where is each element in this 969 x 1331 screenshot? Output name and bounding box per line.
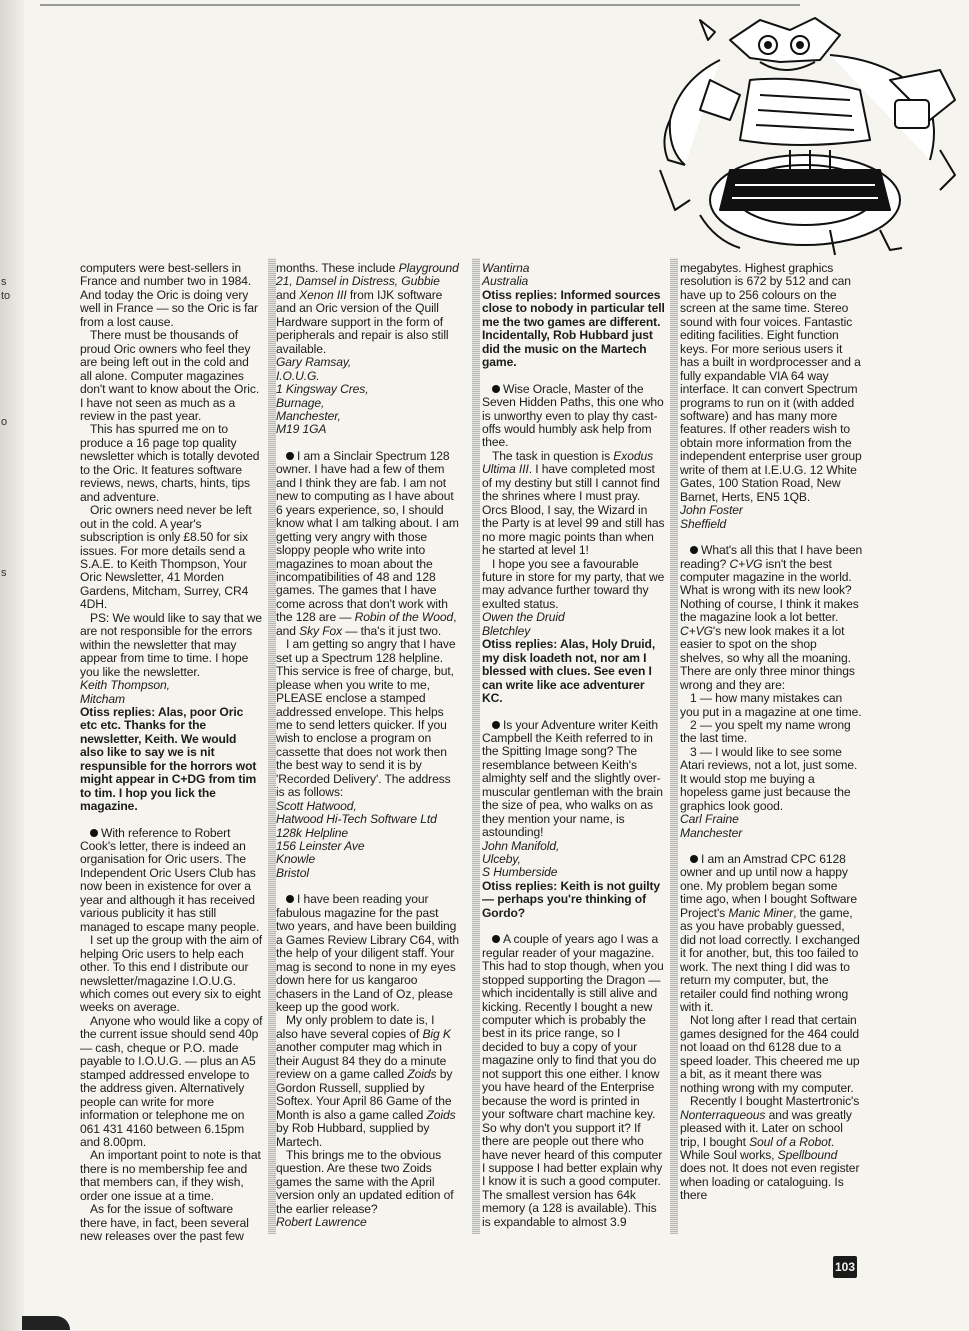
text-run: 's new look makes it a lot easier to spot on the shop shelves, so why all the moaning. There are only three minor things wrong and they are: [680,623,855,692]
text-run: Sheffield [680,516,727,531]
letter-start [680,853,863,1014]
text-run: Carl Fraine [680,812,739,827]
text-run: — tha's it just two. [342,623,442,638]
text-run: by Gordon Russell, supplied by Softex. Your April 86 Game of the Month is also a game called [276,1067,453,1122]
letter-paragraph [276,262,459,356]
text-run: Is your Adventure writer Keith Campbell the Keith referred to in the Spitting Image song? The resemblance between Keith's almighty self and the slightly over-muscular gentleman with the brain the size of pea, who walks on as they mention your name, is astounding! [482,717,663,840]
bullet-icon [286,452,294,460]
text-run: Recently I bought Mastertronic's [690,1094,860,1109]
letter-paragraph [276,638,459,799]
robot-illustration [640,0,969,265]
text-run: 2 — you spelt my name wrong the last time. [680,717,851,746]
letter-paragraph [482,558,665,612]
title-italic: Xenon III [299,287,347,302]
text-run: Otiss replies: Alas, Holy Druid, my disk loadeth not, nor am I blessed with clues. See even I can write like ace adventurer KC. [482,637,656,706]
letter-signature [680,827,863,840]
column-rule [472,258,480,1234]
letter-start [482,383,665,450]
letter-signature [680,813,863,826]
text-run: Knowle [276,852,316,867]
text-run: I am getting so angry that I have set up a Spectrum 128 helpline. This service is free of charge, but, please when you write to me, PLEASE enclose a stamped addressed envelope. This helps me to send letters quicker. If you wish to enclose a program on cassette that does not work then the best way to send it is by 'Recorded Delivery'. The address is as follows: [276,637,456,800]
text-run: PS: We would like to say that we are not responsible for the errors within the newsletter that may appear from time to time. I hope you like the newsletter. [80,610,263,679]
text-run: and was greatly pleased with it. Later on school trip, I bought [680,1107,852,1149]
text-run: I hope you see a favourable future in store for my party, that we may advance further toward thy exulted status. [482,556,665,611]
letter-signature [276,800,459,813]
letter-signature [482,853,665,866]
text-run: Manchester [680,825,743,840]
letter-signature [276,410,459,423]
text-run: John Foster [680,503,743,518]
title-italic: Sky Fox [299,623,343,638]
edge-fragment: to [1,290,11,302]
editor-reply [80,706,263,814]
text-run: 156 Leinster Ave [276,839,365,854]
title-italic: Zoids [426,1107,456,1122]
text-run: This brings me to the obvious question. Are these two Zoids games the same with the April version only an updated edition of the earlier release? [276,1148,454,1216]
text-run: Bristol [276,865,309,880]
letter-signature [482,275,665,288]
text-run: An important point to note is that there is no membership fee and that members can, if they wish, order one issue at a time. [80,1148,261,1203]
text-run: Hatwood Hi-Tech Software Ltd [276,812,437,827]
editor-reply [482,289,665,370]
bullet-icon [690,855,698,863]
text-column-1 [80,262,263,1244]
letter-start [276,893,459,1014]
text-run: Australia [482,274,529,289]
title-italic: Soul of a Robot [749,1134,831,1149]
letter-paragraph [482,450,665,558]
edge-fragment: s [1,276,7,288]
text-run: Mitcham [80,691,125,706]
letter-paragraph [680,1095,863,1203]
letter-start [276,450,459,638]
text-run: Owen the Druid [482,610,565,625]
title-italic: Exodus Ultima III [482,448,654,477]
text-run: . I have completed most of my destiny but still I cannot find the shrines where I must pray. Orcs Blood, I say, the Wizard in the Party is at level 99 and still has no more magic points than when he started at level 1! [482,462,665,558]
text-run: 1 — how many mistakes can you put in a magazine at one time. [680,691,862,719]
letter-signature [482,625,665,638]
bullet-icon [690,546,698,554]
editor-reply [482,638,665,705]
letter-signature [276,370,459,383]
text-run: 128k Helpline [276,825,348,840]
text-run: I am a Sinclair Spectrum 128 owner. I have had a few of them and I think they are fab. I am not new to computing as I have about 6 years experience, so, I should know what I am talking about. I am getting very angry with those sloppy people who write into magazines to moan about the incompatibilities of 48 and 128 games. The games that I have come across that don't work with the 128 are — [276,448,459,625]
title-italic: Nonterraqueous [680,1107,766,1122]
binding-gutter [0,0,24,1331]
letter-paragraph [80,423,263,504]
letter-paragraph [680,262,863,504]
letter-start [680,544,863,692]
text-run: and [276,287,300,302]
text-run: My only problem to date is, I also have several copies of [276,1013,435,1041]
text-column-4 [680,262,863,1203]
text-run: John Manifold, [482,838,560,853]
text-run: 1 Kingsway Cres, [276,382,369,397]
letter-signature [276,1216,459,1229]
letter-signature [276,423,459,436]
text-run: Ulceby, [482,852,521,867]
letter-start [482,719,665,840]
text-run: by Rob Hubbard, supplied by Martech. [276,1121,430,1149]
text-run: from IJK software and an Oric version of the Quill Hardware support in the form of peripherals and repair is also still available. [276,287,449,356]
text-run: another computer mag which in their August 84 they do a minute review on a game called [276,1040,447,1082]
letter-signature [80,693,263,706]
text-run: Burnage, [276,395,325,410]
text-run: computers were best-sellers in France and number two in 1984. And today the Oric is doing very well in France — so the Oric is far from a lost cause. [80,261,258,329]
text-run: I.O.U.G. [276,368,320,383]
text-column-2 [276,262,459,1230]
text-run: This has spurred me on to produce a 16 page top quality newsletter which is totally devoted to the Oric. It features software reviews, news, charts, hints, tips and adventure. [80,422,260,504]
letter-start [80,827,263,935]
letter-signature [80,679,263,692]
title-italic: Spellbound [777,1148,838,1162]
text-run: Wantirna [482,261,530,275]
editor-reply [482,880,665,920]
text-run: I set up the group with the aim of helping Oric users to help each other. To this end I distribute our newsletter/magazine I.O.U.G. which comes out every six to eight weeks on average. [80,933,263,1015]
title-italic: C+VG [680,623,713,638]
text-run: Bletchley [482,623,531,638]
letter-paragraph [680,746,863,813]
text-run: Otiss replies: Alas, poor Oric etc etc. Thanks for the newsletter, Keith. We would also like to say we is nit respunsible for the horrors wot might appear in C+DG from tim to tim. I hop you lick the magazine. [80,704,257,814]
text-run: A couple of years ago I was a regular reader of your magazine. This had to stop though, when you stopped supporting the Dragon — which incidentally is still alive and kicking. Recently I bought a new computer which is probably the best in its price range, so I decided to buy a copy of your magazine only to find that you do not support this one either. I know you have heard of the Enterprise because the word is printed in your software chart machine key. So why don't you support it? If there are people out there who have never heard of this computer I suppose I had better explain why I know it is such a good computer. The smallest version has 64k memory (a 128 is available). This is expandable to almost 3.9 [482,932,664,1229]
column-rule [670,258,678,1234]
letter-paragraph [80,612,263,679]
text-run: Scott Hatwood, [276,798,357,813]
letter-signature [482,866,665,879]
title-italic: Robin of the Wood [354,610,454,625]
text-run: The task in question is [492,448,614,463]
letter-paragraph [680,1014,863,1095]
letter-paragraph [276,1149,459,1216]
letter-paragraph [80,934,263,1015]
text-run: Otiss replies: Keith is not guilty — perhaps you're thinking of Gordo? [482,878,661,920]
letter-signature [276,813,459,826]
letter-signature [276,356,459,369]
letter-signature [482,611,665,624]
text-run: There must be thousands of proud Oric owners who feel they are being left out in the cold and all alone. Computer magazines don't want to know about the Oric. I have not seen as much as a review in the past year. [80,328,260,423]
title-italic: Big K [422,1026,451,1041]
text-run: . While Soul works, [680,1134,835,1162]
letter-paragraph [80,1149,263,1203]
letter-signature [276,853,459,866]
letter-signature [276,383,459,396]
letter-paragraph [276,1014,459,1149]
letter-paragraph [680,719,863,746]
text-run: does not. It does not even register when loading or cataloguing. Is there [680,1161,860,1203]
text-run: With reference to Robert Cook's letter, there is indeed an organisation for Oric users. The Independent Oric Users Club has now been in existence for over a year and although it has received various publicity it has still managed to escape many people. [80,825,260,934]
letter-paragraph [80,262,263,329]
text-run: months. These include [276,261,399,275]
letter-signature [276,867,459,880]
letter-signature [680,504,863,517]
edge-fragment: s [1,567,7,579]
text-run: megabytes. Highest graphics resolution is 672 by 512 and can have up to 256 colours on the screen at the same time. Stereo sound with four voices. Fantastic editing facilities. Eight function keys. For more serious users it has a built in wordprocesser and a fully expandable VIA 64 way interface. It can convert Spectrum programs to run on it (with added software) and has many more features. If other readers wish to obtain more information from the independent enterprise user group write of them at I.E.U.G. 12 White Gates, 100 Station Road, New Barnet, Herts, EN5 1QB. [680,261,862,504]
text-run: Oric owners need never be left out in the cold. A year's subscription is only £8.50 for six issues. For more details send a S.A.E. to Keith Thompson, Your Oric Newsletter, 41 Morden Gardens, Mitcham, Surrey, CR4 4DH. [80,503,252,612]
text-run: S Humberside [482,865,558,880]
letter-signature [680,518,863,531]
bullet-icon [286,895,294,903]
text-run: Gary Ramsay, [276,355,352,370]
letter-paragraph [80,329,263,423]
letter-paragraph [80,1015,263,1150]
text-run: Otiss replies: Informed sources close to nobody in particular tell me the two games are different. Incidentally, Rob Hubbard just did the music on the Martech game. [482,287,665,370]
page-number: 103 [833,1256,857,1278]
text-run: , the game, as you have probably guessed, did not load correctly. I exchanged it for another, but, this too failed to work. The next thing I did was to return my computer, but, the retailer could find nothing wrong with it. [680,905,860,1015]
text-run: , and [276,610,457,638]
bullet-icon [492,721,500,729]
bullet-icon [90,829,98,837]
letter-signature [482,840,665,853]
text-run: Manchester, [276,408,341,423]
text-run: M19 1GA [276,422,327,437]
text-run: I am an Amstrad CPC 6128 owner and up until now a happy one. My problem began some time ago, when I bought Software Project's [680,852,857,920]
letter-paragraph [80,1203,263,1243]
title-italic: Manic Miner [728,905,794,920]
column-rule [268,258,276,1234]
letter-start [482,933,665,1229]
text-run: Anyone who would like a copy of the current issue should send 40p — cash, cheque or P.O. made payable to I.O.U.G. — plus an A5 stamped addressed envelope to the address given. Alternatively people can write for more information or telephone me on 061 431 4160 between 6.15pm and 8.00pm. [80,1013,263,1149]
text-run: Wise Oracle, Master of the Seven Hidden Paths, this one who is unworthy even to play thy cast-offs would humbly ask help from thee. [482,381,664,450]
bullet-icon [492,935,500,943]
text-column-3 [482,262,665,1229]
text-run: Keith Thompson, [80,678,170,693]
text-run: As for the issue of software there have, in fact, been several new releases over the past few [80,1202,249,1244]
bullet-icon [492,385,500,393]
title-italic: C+VG [729,556,763,571]
letter-signature [276,840,459,853]
text-run: 3 — I would like to see some Atari reviews, not a lot, just some. It would stop me buying a hopeless game just because the graphics look good. [680,744,858,813]
letter-signature [482,262,665,275]
text-run: What's all this that I have been reading? [680,543,863,571]
letter-signature [276,827,459,840]
edge-fragment: o [1,416,8,428]
text-run: Not long after I read that certain games designed for the 464 could not loaad on thd 6128 due to a speed loader. This cheered me up a bit, as it meant there was nothing wrong with my computer. [680,1013,860,1095]
letter-paragraph [80,504,263,612]
title-italic: Playground 21, Damsel in Distress, Gubbie [276,261,459,289]
text-run: I have been reading your fabulous magazine for the past two years, and have been building a Games Review Library C64, with the help of your diligent staff. Your mag is second to none in my eyes down here for us kangaroo chasers in the Land of Oz, please keep up the good work. [276,892,459,1015]
corner-mark [22,1316,70,1330]
letter-signature [276,397,459,410]
text-run: Robert Lawrence [276,1215,367,1230]
text-run: isn't the best computer magazine in the world. What is wrong with its new look? Nothing of course, I think it makes the magazine look a lot better. [680,556,859,625]
title-italic: Zoids [407,1067,437,1082]
letter-paragraph [680,692,863,719]
